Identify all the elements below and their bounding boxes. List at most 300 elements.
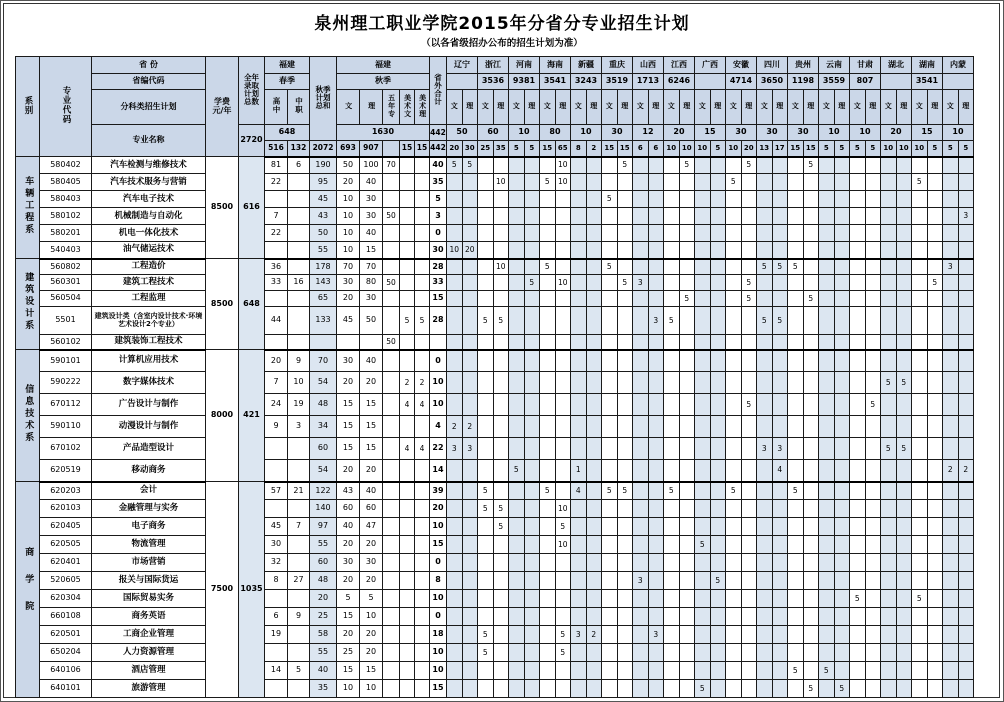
- cell-art-li: [415, 291, 430, 307]
- cell-province-value: [493, 608, 509, 626]
- cell-five-year: [383, 416, 400, 438]
- cell-province-value: [757, 416, 773, 438]
- cell-province-value: [447, 335, 463, 350]
- major-row: [16, 225, 974, 242]
- cell-province-value: [726, 191, 742, 208]
- cell-art-wen: [400, 644, 415, 662]
- cell-province-value: [757, 460, 773, 482]
- header-province-li-total: 5: [710, 141, 726, 157]
- cell-province-value: 5: [881, 372, 897, 394]
- cell-province-value: [493, 208, 509, 225]
- cell-province-value: [710, 259, 726, 275]
- cell-outside-total: 14: [430, 460, 447, 482]
- header-major-name-label: 专业名称: [92, 125, 206, 157]
- cell-province-value: [478, 608, 494, 626]
- cell-art-li: [415, 335, 430, 350]
- cell-art-wen: [400, 275, 415, 291]
- cell-province-value: [509, 208, 525, 225]
- cell-province-value: [896, 536, 912, 554]
- cell-province-value: [850, 416, 866, 438]
- cell-province-value: [695, 482, 711, 500]
- cell-province-value: [881, 590, 897, 608]
- cell-province-value: [695, 335, 711, 350]
- cell-province-value: [912, 307, 928, 335]
- cell-art-wen: [400, 157, 415, 174]
- cell-province-value: [493, 291, 509, 307]
- cell-province-value: [741, 307, 757, 335]
- cell-spring-voc: [288, 291, 310, 307]
- header-province-name: 辽宁: [447, 57, 478, 74]
- cell-art-wen: 4: [400, 438, 415, 460]
- cell-province-value: [633, 438, 649, 460]
- cell-autumn-sum: 60: [310, 554, 337, 572]
- cell-province-value: [633, 482, 649, 500]
- cell-province-value: 10: [493, 259, 509, 275]
- cell-province-value: [509, 680, 525, 698]
- cell-province-value: [788, 174, 804, 191]
- cell-outside-total: [430, 335, 447, 350]
- cell-spring-hs: 22: [265, 225, 288, 242]
- cell-five-year: [383, 438, 400, 460]
- cell-province-value: [633, 680, 649, 698]
- cell-province-value: [462, 335, 478, 350]
- cell-province-value: [710, 307, 726, 335]
- header-province-li-total: 5: [834, 141, 850, 157]
- cell-five-year: 50: [383, 275, 400, 291]
- cell-province-value: 5: [679, 157, 695, 174]
- cell-province-value: [881, 644, 897, 662]
- cell-province-value: [958, 259, 974, 275]
- header-spring-subcol: 中职: [288, 90, 310, 125]
- cell-province-value: [493, 644, 509, 662]
- header-province-name: 江西: [664, 57, 695, 74]
- cell-major-name: 机电一体化技术: [92, 225, 206, 242]
- cell-province-value: [602, 157, 618, 174]
- cell-province-value: [896, 608, 912, 626]
- cell-province-value: [633, 350, 649, 372]
- cell-province-value: 10: [555, 174, 571, 191]
- cell-province-value: [803, 208, 819, 225]
- cell-major-name: 物流管理: [92, 536, 206, 554]
- cell-province-value: [571, 590, 587, 608]
- cell-province-value: [617, 394, 633, 416]
- cell-province-value: [896, 500, 912, 518]
- major-row: [16, 259, 974, 275]
- header-province-total: 30: [726, 125, 757, 141]
- cell-province-value: [648, 208, 664, 225]
- cell-outside-total: 10: [430, 662, 447, 680]
- cell-province-value: [958, 225, 974, 242]
- cell-province-value: [509, 554, 525, 572]
- cell-province-value: [478, 662, 494, 680]
- major-row: [16, 608, 974, 626]
- cell-outside-total: 18: [430, 626, 447, 644]
- cell-province-value: [741, 174, 757, 191]
- cell-province-value: [617, 259, 633, 275]
- cell-province-value: [571, 500, 587, 518]
- cell-province-value: [927, 335, 943, 350]
- cell-art-wen: [400, 572, 415, 590]
- cell-province-value: 5: [478, 500, 494, 518]
- cell-province-value: [850, 482, 866, 500]
- cell-li: 50: [360, 307, 383, 335]
- cell-province-value: [741, 482, 757, 500]
- cell-major-code: 580102: [40, 208, 92, 225]
- cell-spring-hs: 6: [265, 608, 288, 626]
- cell-spring-hs: 8: [265, 572, 288, 590]
- cell-spring-hs: 36: [265, 259, 288, 275]
- cell-province-value: [509, 482, 525, 500]
- cell-province-value: [927, 191, 943, 208]
- header-li: 理: [679, 90, 695, 125]
- cell-province-value: [447, 208, 463, 225]
- cell-province-value: [524, 438, 540, 460]
- cell-province-value: [772, 394, 788, 416]
- cell-spring-hs: 33: [265, 275, 288, 291]
- cell-spring-hs: 32: [265, 554, 288, 572]
- cell-province-value: [462, 590, 478, 608]
- cell-province-value: [695, 275, 711, 291]
- cell-province-value: [633, 626, 649, 644]
- cell-province-value: [617, 536, 633, 554]
- cell-province-value: [633, 208, 649, 225]
- cell-major-code: 620304: [40, 590, 92, 608]
- header-wen: 文: [850, 90, 866, 125]
- cell-province-value: [772, 590, 788, 608]
- cell-province-value: [571, 372, 587, 394]
- cell-province-value: [571, 259, 587, 275]
- cell-province-value: [493, 335, 509, 350]
- cell-province-value: 5: [710, 572, 726, 590]
- cell-province-value: [571, 335, 587, 350]
- cell-province-value: 5: [493, 307, 509, 335]
- cell-province-value: [524, 372, 540, 394]
- cell-autumn-sum: 70: [310, 350, 337, 372]
- cell-province-value: [788, 626, 804, 644]
- cell-province-value: [834, 208, 850, 225]
- cell-province-value: [850, 626, 866, 644]
- major-row: [16, 626, 974, 644]
- cell-province-value: [602, 536, 618, 554]
- cell-spring-hs: [265, 500, 288, 518]
- cell-province-value: [710, 225, 726, 242]
- cell-province-value: 5: [834, 680, 850, 698]
- major-row: [16, 275, 974, 291]
- cell-wen: 10: [337, 208, 360, 225]
- cell-province-value: [509, 500, 525, 518]
- cell-province-value: [586, 372, 602, 394]
- cell-province-value: [850, 460, 866, 482]
- cell-province-value: [493, 662, 509, 680]
- cell-province-value: [555, 554, 571, 572]
- header-annual-total-label: 全年录取计划总数: [239, 57, 265, 125]
- cell-spring-voc: [288, 242, 310, 259]
- cell-province-value: [447, 536, 463, 554]
- header-outside-col-total: 442: [430, 141, 447, 157]
- cell-province-value: [772, 291, 788, 307]
- cell-province-value: [850, 644, 866, 662]
- cell-province-value: [617, 518, 633, 536]
- header-fj-autumn-value: 693: [337, 141, 360, 157]
- cell-spring-voc: [288, 438, 310, 460]
- cell-province-value: [555, 225, 571, 242]
- cell-major-code: 590101: [40, 350, 92, 372]
- header-province-total: 10: [943, 125, 974, 141]
- cell-province-value: [695, 208, 711, 225]
- cell-province-value: [834, 662, 850, 680]
- cell-five-year: [383, 394, 400, 416]
- cell-province-value: [943, 242, 959, 259]
- cell-province-value: [850, 662, 866, 680]
- cell-spring-hs: 7: [265, 372, 288, 394]
- cell-autumn-sum: 178: [310, 259, 337, 275]
- cell-province-value: [912, 438, 928, 460]
- cell-province-value: [633, 242, 649, 259]
- cell-province-value: [710, 275, 726, 291]
- cell-province-value: [726, 608, 742, 626]
- cell-province-value: [927, 291, 943, 307]
- cell-spring-hs: 7: [265, 208, 288, 225]
- cell-province-value: [509, 394, 525, 416]
- cell-province-value: [617, 460, 633, 482]
- cell-province-value: 5: [540, 174, 556, 191]
- cell-province-value: 5: [757, 307, 773, 335]
- header-spring-total: 648: [265, 125, 310, 141]
- cell-province-value: [896, 572, 912, 590]
- cell-province-value: [819, 482, 835, 500]
- cell-province-value: [757, 554, 773, 572]
- cell-province-value: [757, 608, 773, 626]
- cell-province-value: [757, 482, 773, 500]
- cell-art-wen: [400, 608, 415, 626]
- cell-outside-total: 5: [430, 191, 447, 208]
- cell-province-value: [803, 644, 819, 662]
- cell-province-value: [478, 291, 494, 307]
- cell-province-value: [850, 372, 866, 394]
- cell-province-value: [447, 174, 463, 191]
- cell-province-value: [896, 307, 912, 335]
- cell-province-value: [493, 554, 509, 572]
- header-province-name: 河南: [509, 57, 540, 74]
- header-province-name: 广西: [695, 57, 726, 74]
- header-outside-total-label: 省外合计: [430, 57, 447, 125]
- cell-province-value: [478, 518, 494, 536]
- cell-province-value: [788, 394, 804, 416]
- header-province-wen-total: 15: [602, 141, 618, 157]
- cell-province-value: [571, 394, 587, 416]
- cell-province-value: [834, 482, 850, 500]
- cell-province-value: [679, 208, 695, 225]
- cell-province-value: [586, 644, 602, 662]
- cell-province-value: [586, 608, 602, 626]
- cell-province-value: [524, 291, 540, 307]
- cell-province-value: [493, 350, 509, 372]
- cell-province-value: 5: [788, 662, 804, 680]
- cell-province-value: [803, 191, 819, 208]
- cell-province-value: [927, 536, 943, 554]
- cell-province-value: 5: [478, 482, 494, 500]
- cell-province-value: [772, 662, 788, 680]
- cell-province-value: [633, 372, 649, 394]
- cell-province-value: [617, 208, 633, 225]
- cell-autumn-sum: 50: [310, 225, 337, 242]
- cell-spring-hs: [265, 460, 288, 482]
- cell-province-value: 3: [447, 438, 463, 460]
- cell-province-value: [447, 590, 463, 608]
- cell-province-value: [524, 307, 540, 335]
- cell-province-value: [540, 680, 556, 698]
- header-province-name: 浙江: [478, 57, 509, 74]
- cell-province-value: [803, 482, 819, 500]
- cell-province-value: [834, 291, 850, 307]
- cell-province-value: [617, 644, 633, 662]
- major-row: [16, 554, 974, 572]
- cell-province-value: [617, 174, 633, 191]
- header-province-code: 3243: [571, 74, 602, 90]
- cell-province-value: [772, 554, 788, 572]
- cell-province-value: [927, 174, 943, 191]
- cell-province-value: [772, 242, 788, 259]
- cell-province-value: [493, 572, 509, 590]
- cell-province-value: [664, 242, 680, 259]
- header-province-name: 贵州: [788, 57, 819, 74]
- cell-province-value: [788, 518, 804, 536]
- cell-province-value: [741, 500, 757, 518]
- cell-five-year: [383, 572, 400, 590]
- cell-province-value: [633, 157, 649, 174]
- cell-province-value: [664, 662, 680, 680]
- cell-province-value: [571, 291, 587, 307]
- cell-province-value: [943, 662, 959, 680]
- header-province-name: 山西: [633, 57, 664, 74]
- cell-province-value: [865, 460, 881, 482]
- cell-art-wen: [400, 335, 415, 350]
- cell-outside-total: 10: [430, 644, 447, 662]
- major-row: [16, 644, 974, 662]
- cell-province-value: [462, 460, 478, 482]
- cell-province-value: [555, 416, 571, 438]
- cell-province-value: [602, 680, 618, 698]
- cell-province-value: [540, 242, 556, 259]
- cell-province-value: [509, 174, 525, 191]
- header-province-code: 3519: [602, 74, 633, 90]
- cell-wen: 10: [337, 225, 360, 242]
- cell-major-name: 国际贸易实务: [92, 590, 206, 608]
- cell-wen: 15: [337, 608, 360, 626]
- cell-province-value: [927, 626, 943, 644]
- cell-province-value: [679, 416, 695, 438]
- cell-province-value: 2: [586, 626, 602, 644]
- cell-province-value: [757, 350, 773, 372]
- cell-province-value: 5: [493, 500, 509, 518]
- cell-art-li: [415, 590, 430, 608]
- header-province-wen-total: 8: [571, 141, 587, 157]
- cell-province-value: 10: [555, 275, 571, 291]
- cell-province-value: [772, 372, 788, 394]
- cell-province-value: [695, 157, 711, 174]
- cell-five-year: [383, 307, 400, 335]
- cell-province-value: [757, 536, 773, 554]
- cell-province-value: [586, 416, 602, 438]
- cell-province-value: [710, 157, 726, 174]
- cell-province-value: [509, 307, 525, 335]
- header-major-code: 专业代码: [40, 57, 92, 157]
- cell-art-li: [415, 554, 430, 572]
- header-province-wen-total: 25: [478, 141, 494, 157]
- cell-province-value: [679, 307, 695, 335]
- cell-province-value: [958, 572, 974, 590]
- cell-outside-total: 4: [430, 416, 447, 438]
- cell-province-value: [478, 275, 494, 291]
- cell-province-value: 5: [555, 644, 571, 662]
- cell-province-value: 3: [633, 275, 649, 291]
- cell-province-value: [462, 394, 478, 416]
- cell-province-value: [555, 208, 571, 225]
- major-row: [16, 157, 974, 174]
- cell-province-value: [555, 191, 571, 208]
- cell-spring-voc: 5: [288, 662, 310, 680]
- cell-province-value: [772, 482, 788, 500]
- header-wen: 文: [881, 90, 897, 125]
- cell-province-value: 5: [819, 662, 835, 680]
- cell-province-value: [788, 680, 804, 698]
- cell-province-value: [679, 438, 695, 460]
- cell-five-year: 50: [383, 208, 400, 225]
- cell-province-value: [571, 662, 587, 680]
- header-li: 理: [958, 90, 974, 125]
- cell-province-value: [881, 680, 897, 698]
- cell-province-value: [509, 335, 525, 350]
- cell-province-value: [772, 644, 788, 662]
- cell-province-value: [912, 242, 928, 259]
- cell-province-value: [927, 225, 943, 242]
- cell-province-value: [912, 372, 928, 394]
- cell-province-value: [726, 554, 742, 572]
- cell-province-value: [912, 291, 928, 307]
- cell-province-value: [788, 191, 804, 208]
- cell-province-value: [819, 335, 835, 350]
- cell-province-value: [555, 438, 571, 460]
- header-li: 理: [462, 90, 478, 125]
- cell-province-value: [602, 626, 618, 644]
- cell-province-value: [741, 350, 757, 372]
- cell-province-value: [710, 608, 726, 626]
- cell-province-value: [834, 174, 850, 191]
- cell-province-value: [462, 500, 478, 518]
- cell-province-value: [788, 350, 804, 372]
- cell-spring-voc: 6: [288, 157, 310, 174]
- cell-art-li: [415, 157, 430, 174]
- cell-province-value: [819, 626, 835, 644]
- cell-province-value: [803, 460, 819, 482]
- cell-spring-hs: 24: [265, 394, 288, 416]
- cell-province-value: 10: [555, 536, 571, 554]
- cell-province-value: [710, 554, 726, 572]
- cell-province-value: [462, 536, 478, 554]
- cell-major-name: 移动商务: [92, 460, 206, 482]
- cell-province-value: [555, 680, 571, 698]
- cell-province-value: [819, 225, 835, 242]
- cell-major-name: 建筑设计类（含室内设计技术·环境艺术设计2个专业）: [92, 307, 206, 335]
- cell-wen: 20: [337, 372, 360, 394]
- cell-province-value: [571, 191, 587, 208]
- header-province-code: 3541: [540, 74, 571, 90]
- cell-art-li: 5: [415, 307, 430, 335]
- cell-autumn-sum: 35: [310, 680, 337, 698]
- cell-province-value: [648, 394, 664, 416]
- cell-outside-total: 20: [430, 500, 447, 518]
- cell-province-value: [741, 608, 757, 626]
